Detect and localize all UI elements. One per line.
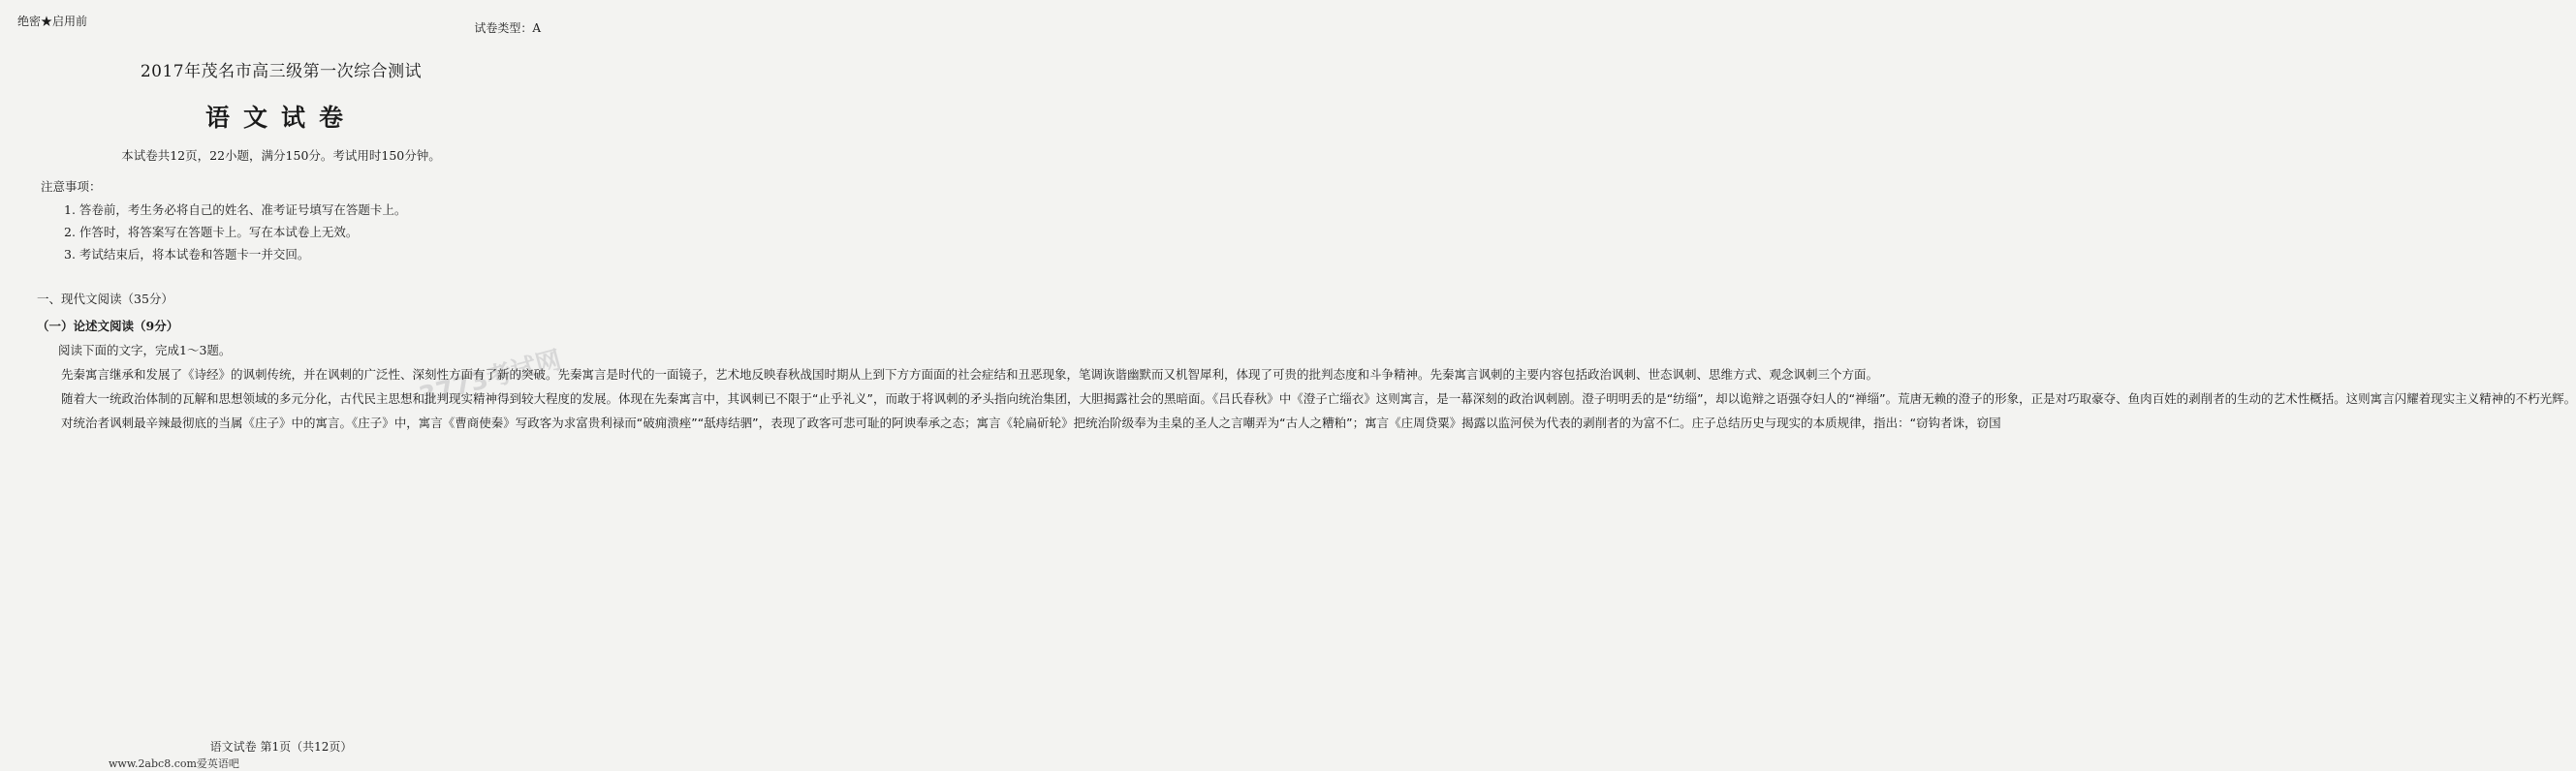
reading-instruction: 阅读下面的文字，完成1～3题。 (58, 343, 232, 357)
exam-title: 2017年茂名市高三级第一次综合测试 (140, 62, 423, 81)
subsection-name: 论述文阅读（9分） (73, 319, 179, 333)
exam-intro: 本试卷共12页，22小题，满分150分。考试用时150分钟。 (121, 148, 441, 163)
passage-paragraph: 对统治者讽刺最辛辣最彻底的当属《庄子》中的寓言。《庄子》中，寓言《曹商使秦》写政客为求富贵利禄而“破痈溃痤”“舐痔结驷”，表现了政客可悲可耻的阿谀奉承之态；寓言《轮扁斫轮》把统治阶级奉为圭臬的圣人之言嘲弄为“古人之糟粕”；寓言《庄周贷粟》揭露以监河侯为代表的剥削者的为富不仁。庄子总结历史与现实的本质规律，指出：“窃钩者诛，窃国 (61, 416, 2001, 430)
note-item: 2. 作答时，将答案写在答题卡上。写在本试卷上无效。 (64, 225, 359, 239)
passage-paragraph: 随着大一统政治体制的瓦解和思想领域的多元分化，古代民主思想和批判现实精神得到较大程度的发展。体现在先秦寓言中，其讽刺已不限于“止乎礼义”，而敢于将讽刺的矛头指向统治集团，大胆揭露社会的黑暗面。《吕氏春秋》中《澄子亡缁衣》这则寓言，是一幕深刻的政治讽刺剧。澄子明明丢的是“纺缁”，却以诡辩之语强夺妇人的“禅缁”。荒唐无赖的澄子的形象，正是对巧取豪夺、鱼肉百姓的剥削者的生动的艺术性概括。这则寓言闪耀着现实主义精神的不朽光辉。 (61, 391, 2576, 406)
subsection-title (37, 317, 178, 334)
notes-heading: 注意事项： (41, 179, 102, 194)
watermark-url: www.2abc8.com爱英语吧 (109, 757, 239, 770)
paper-type-label: 试卷类型：A (474, 21, 541, 35)
subsection-number: （一） (37, 319, 74, 333)
passage (37, 362, 2576, 435)
subject-title: 语文试卷 (204, 104, 357, 132)
watermark-logo: 3773考试网 (416, 345, 565, 412)
note-item: 1. 答卷前，考生务必将自己的姓名、准考证号填写在答题卡上。 (64, 202, 407, 217)
section-title: 一、现代文阅读（35分） (37, 292, 173, 306)
page-footer: 语文试卷 第1页（共12页） (209, 740, 353, 754)
confidential-label: 绝密★启用前 (17, 15, 88, 28)
passage-paragraph: 先秦寓言继承和发展了《诗经》的讽刺传统，并在讽刺的广泛性、深刻性方面有了新的突破。先秦寓言是时代的一面镜子，艺术地反映春秋战国时期从上到下方方面面的社会症结和丑恶现象，笔调诙谐幽默而又机智犀利，体现了可贵的批判态度和斗争精神。先秦寓言讽刺的主要内容包括政治讽刺、世态讽刺、思维方式、观念讽刺三个方面。 (61, 367, 1879, 382)
note-item: 3. 考试结束后，将本试卷和答题卡一并交回。 (64, 247, 310, 262)
